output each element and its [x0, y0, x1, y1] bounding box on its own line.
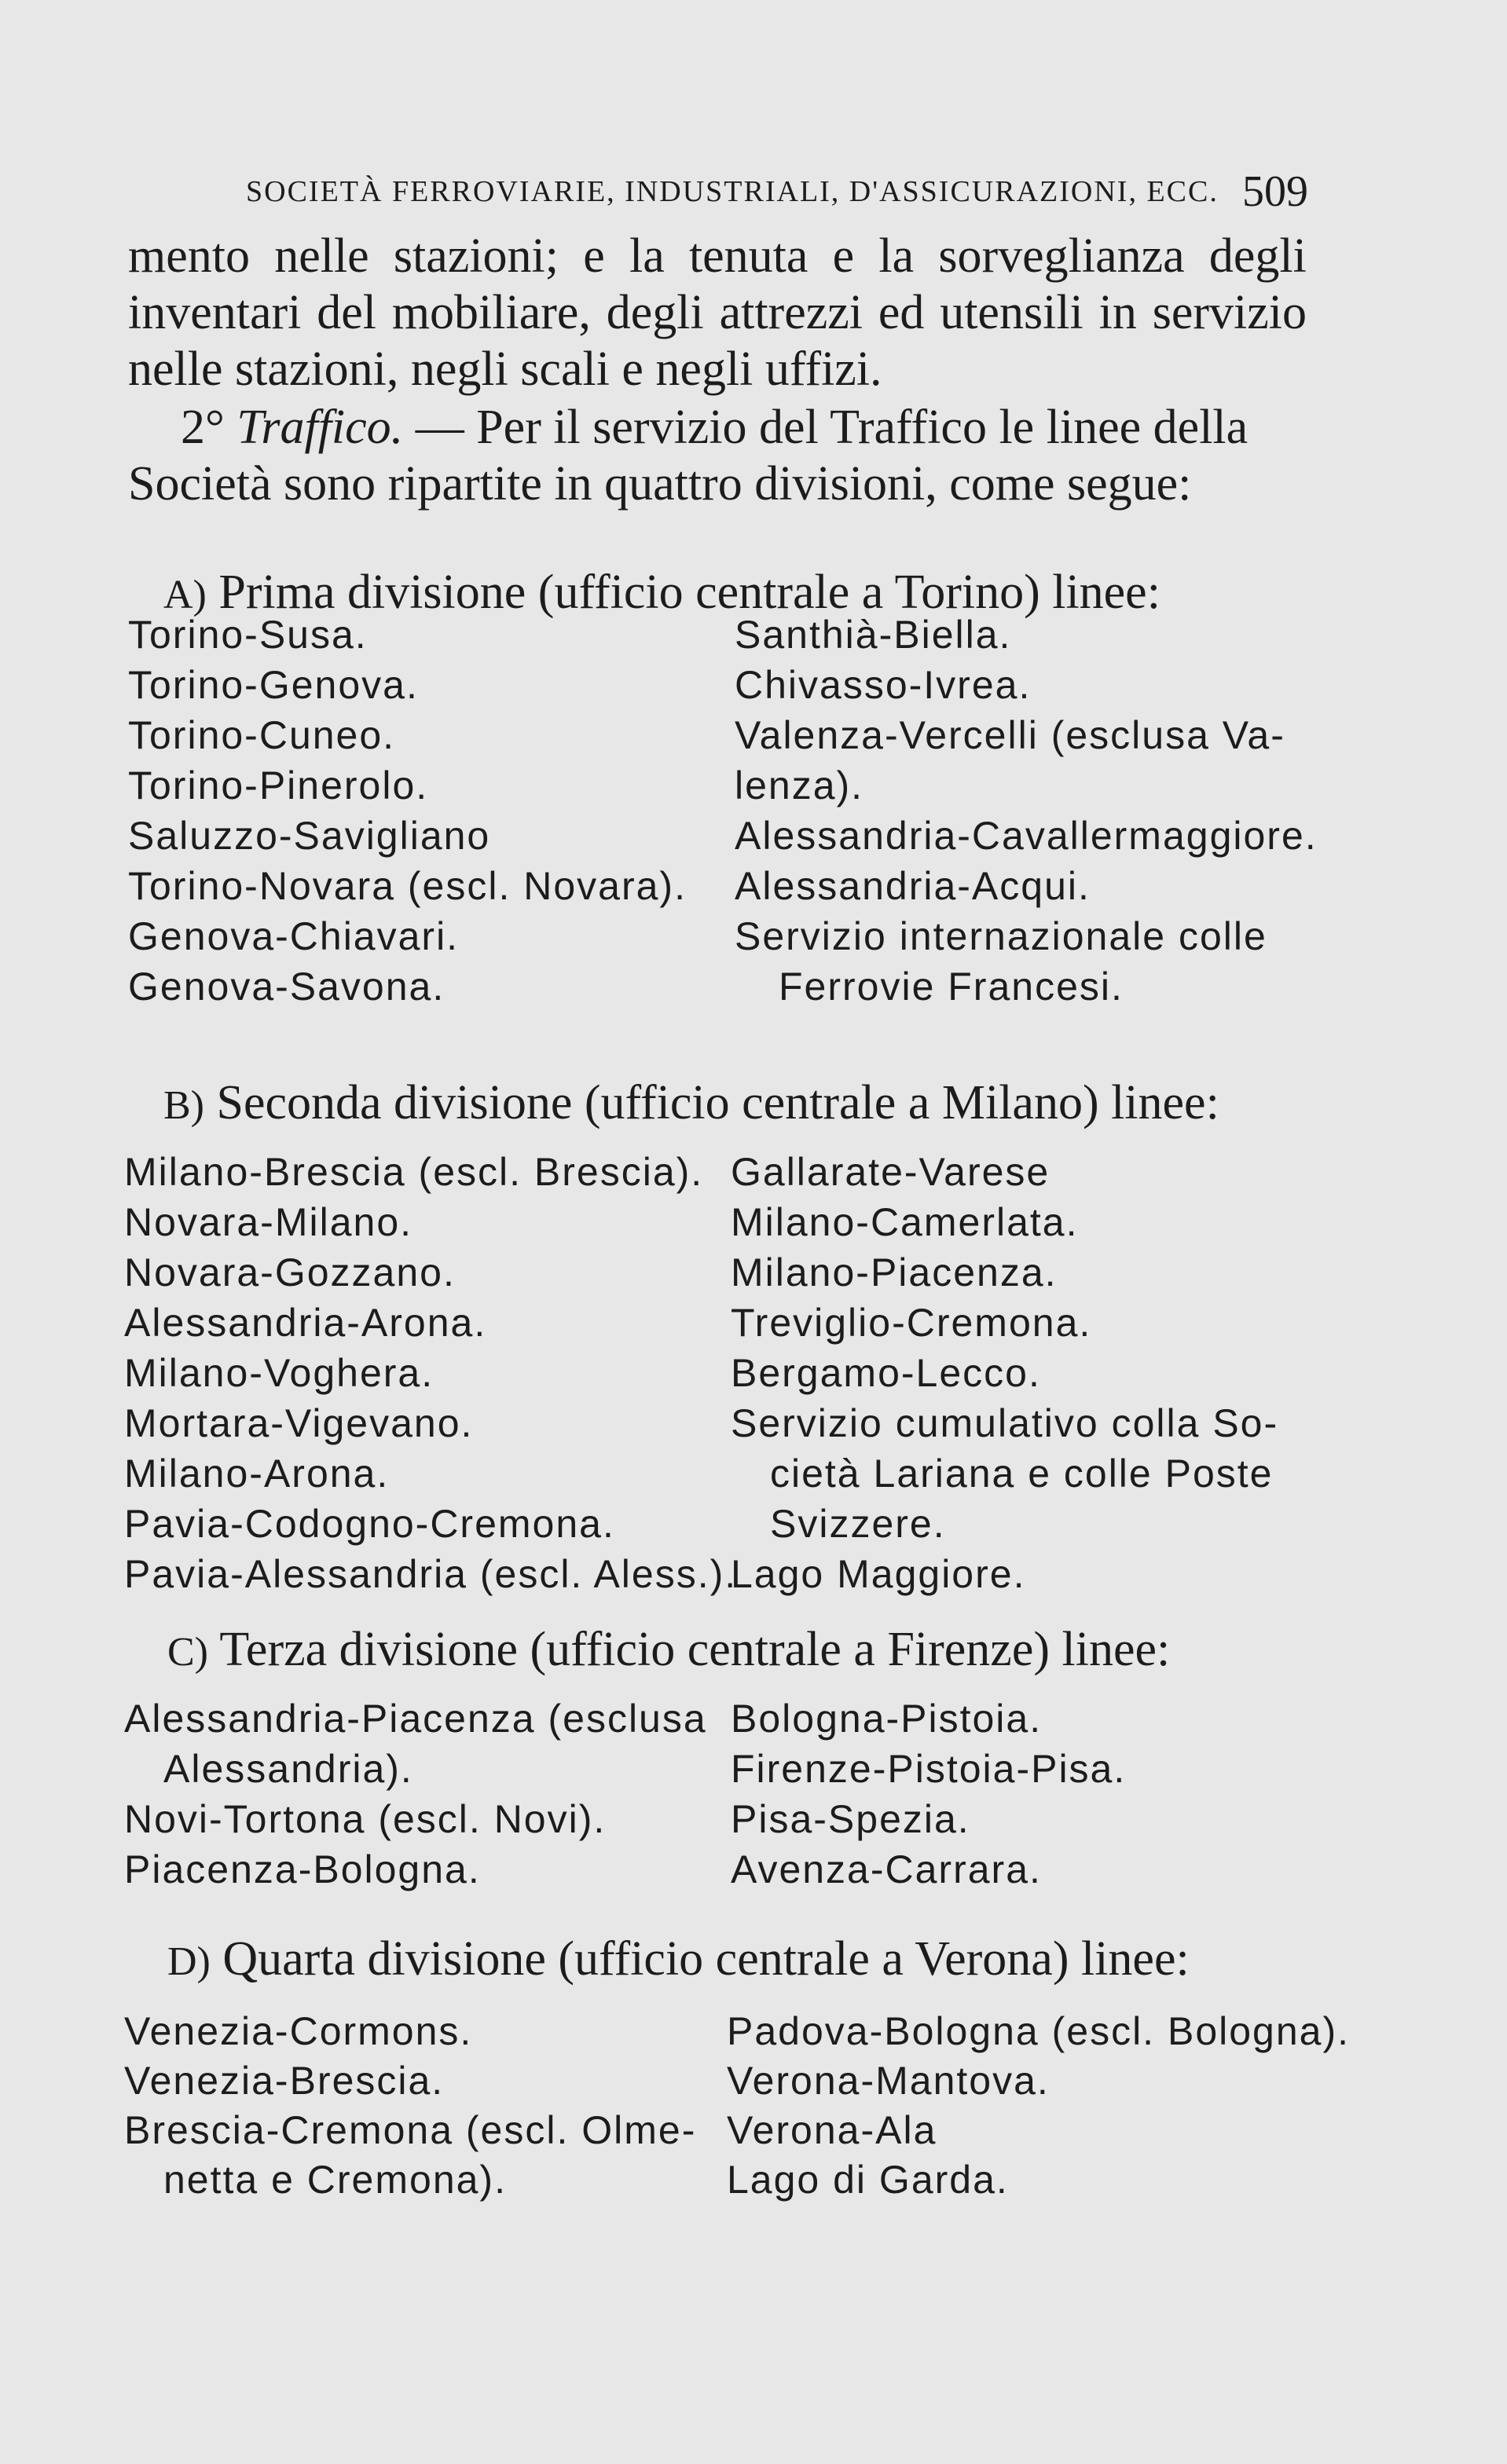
- list-item: Novi-Tortona (escl. Novi).: [124, 1797, 607, 1841]
- traffic-paragraph-line-1: 2° Traffico. — Per il servizio del Traffico le linee della: [181, 401, 1248, 454]
- list-item: Alessandria-Cavallermaggiore.: [735, 814, 1318, 858]
- running-title: SOCIETÀ FERROVIARIE, INDUSTRIALI, D'ASSICURAZIONI, ECC.: [246, 175, 1219, 208]
- list-item: Genova-Chiavari.: [128, 914, 460, 958]
- list-item: Torino-Novara (escl. Novara).: [128, 864, 687, 908]
- list-item: Novara-Gozzano.: [124, 1250, 456, 1294]
- list-item: Venezia-Brescia.: [124, 2059, 445, 2103]
- intro-line-2: inventari del mobiliare, degli attrezzi ed utensili in servizio: [128, 286, 1307, 339]
- list-item: Torino-Genova.: [128, 663, 419, 707]
- list-item: Santhià-Biella.: [735, 613, 1012, 657]
- list-item: Lago di Garda.: [727, 2158, 1009, 2202]
- list-item: Chivasso-Ivrea.: [735, 663, 1032, 707]
- section-c-right-list: [731, 1693, 1126, 1895]
- list-item: Verona-Ala: [727, 2108, 937, 2152]
- section-a-heading: A) Prima divisione (ufficio centrale a Torino) linee:: [163, 566, 1160, 619]
- list-item: Firenze-Pistoia-Pisa.: [731, 1747, 1127, 1791]
- section-d-heading: D) Quarta divisione (ufficio centrale a Verona) linee:: [167, 1932, 1190, 1986]
- section-b-heading: B) Seconda divisione (ufficio centrale a Milano) linee:: [163, 1076, 1219, 1129]
- list-item: cietà Lariana e colle Poste: [770, 1452, 1274, 1496]
- list-item: Torino-Pinerolo.: [128, 763, 429, 807]
- page-number: 509: [1242, 167, 1308, 216]
- list-item: Venezia-Cormons.: [124, 2009, 473, 2053]
- list-item: lenza).: [735, 763, 864, 807]
- list-item: Mortara-Vigevano.: [124, 1401, 474, 1445]
- list-item: Avenza-Carrara.: [731, 1847, 1042, 1891]
- list-item: Treviglio-Cremona.: [731, 1301, 1092, 1345]
- list-item: Torino-Susa.: [128, 613, 368, 657]
- list-item: Novara-Milano.: [124, 1200, 413, 1244]
- list-item: Ferrovie Francesi.: [779, 965, 1124, 1009]
- list-item: Bologna-Pistoia.: [731, 1697, 1043, 1741]
- list-item: Pisa-Spezia.: [731, 1797, 970, 1841]
- section-letter: B): [163, 1083, 204, 1128]
- list-item: Saluzzo-Savigliano: [128, 814, 491, 858]
- section-letter: A): [163, 573, 207, 617]
- list-item: Milano-Voghera.: [124, 1351, 434, 1395]
- paragraph-title: Traffico.: [236, 401, 404, 454]
- list-item: Genova-Savona.: [128, 965, 446, 1009]
- list-item: Alessandria-Piacenza (esclusa: [124, 1697, 707, 1741]
- list-item: Svizzere.: [770, 1502, 946, 1546]
- section-b-left-list: [124, 1147, 737, 1599]
- list-item: Bergamo-Lecco.: [731, 1351, 1041, 1395]
- list-item: Milano-Brescia (escl. Brescia).: [124, 1150, 704, 1194]
- section-a-right-list: [735, 610, 1318, 1012]
- list-item: Milano-Arona.: [124, 1452, 390, 1496]
- list-item: Pavia-Alessandria (escl. Aless.).: [124, 1552, 738, 1596]
- section-a-left-list: [128, 610, 687, 1012]
- list-item: Alessandria).: [163, 1747, 413, 1791]
- section-b-right-list: [731, 1147, 1278, 1599]
- list-item: Alessandria-Acqui.: [735, 864, 1091, 908]
- traffic-paragraph-line-2: Società sono ripartite in quattro divisioni, come segue:: [128, 457, 1192, 511]
- list-item: Brescia-Cremona (escl. Olme-: [124, 2108, 697, 2152]
- list-item: Pavia-Codogno-Cremona.: [124, 1502, 615, 1546]
- list-item: Valenza-Vercelli (esclusa Va-: [735, 713, 1285, 757]
- section-letter: D): [167, 1939, 211, 1984]
- list-item: Padova-Bologna (escl. Bologna).: [727, 2009, 1351, 2053]
- paragraph-number: 2°: [181, 401, 225, 454]
- section-letter: C): [167, 1630, 208, 1675]
- running-header: [246, 163, 1308, 218]
- section-c-heading: C) Terza divisione (ufficio centrale a Firenze) linee:: [167, 1623, 1171, 1676]
- list-item: Milano-Camerlata.: [731, 1200, 1079, 1244]
- list-item: Gallarate-Varese: [731, 1150, 1050, 1194]
- list-item: Milano-Piacenza.: [731, 1250, 1058, 1294]
- intro-line-3: nelle stazioni, negli scali e negli uffizi.: [128, 342, 882, 396]
- section-d-left-list: [124, 2007, 696, 2205]
- intro-line-1: mento nelle stazioni; e la tenuta e la sorveglianza degli: [128, 229, 1307, 283]
- list-item: Servizio cumulativo colla So-: [731, 1401, 1279, 1445]
- section-c-left-list: [124, 1693, 707, 1895]
- list-item: Alessandria-Arona.: [124, 1301, 487, 1345]
- list-item: Lago Maggiore.: [731, 1552, 1026, 1596]
- list-item: Torino-Cuneo.: [128, 713, 396, 757]
- list-item: Verona-Mantova.: [727, 2059, 1050, 2103]
- list-item: netta e Cremona).: [163, 2158, 507, 2202]
- list-item: Servizio internazionale colle: [735, 914, 1267, 958]
- section-d-right-list: [727, 2007, 1350, 2205]
- list-item: Piacenza-Bologna.: [124, 1847, 481, 1891]
